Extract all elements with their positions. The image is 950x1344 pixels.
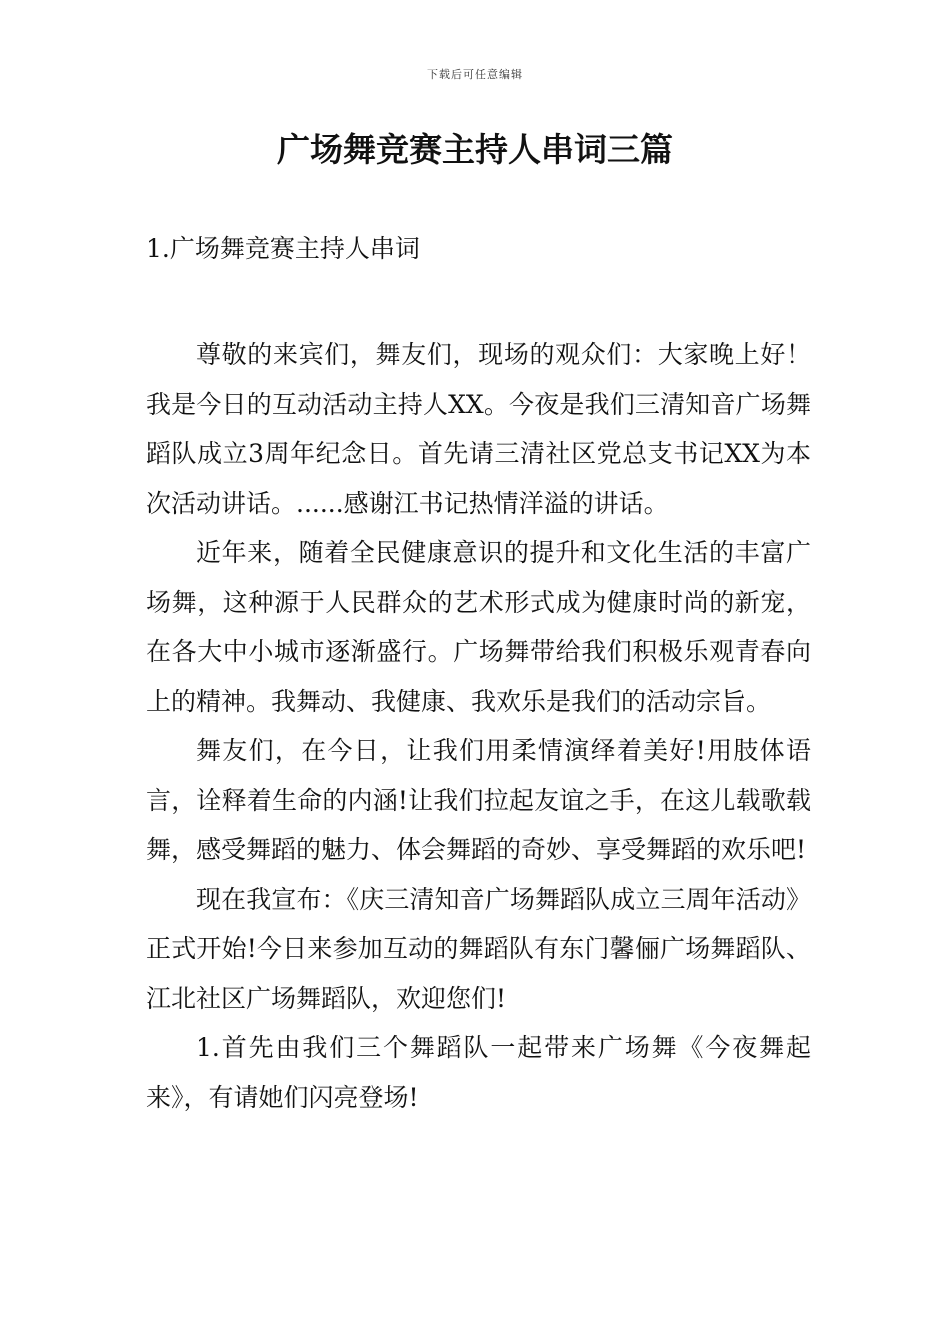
paragraph: 近年来，随着全民健康意识的提升和文化生活的丰富广场舞，这种源于人民群众的艺术形式成为健康时尚的新宠，在各大中小城市逐渐盛行。广场舞带给我们积极乐观青春向上的精神。我舞动、我健康、我欢乐是我们的活动宗旨。 xyxy=(146,538,811,716)
paragraph: 舞友们，在今日，让我们用柔情演绎着美好!用肢体语言，诠释着生命的内涵!让我们拉起友谊之手，在这儿载歌载舞，感受舞蹈的魅力、体会舞蹈的奇妙、享受舞蹈的欢乐吧! xyxy=(146,736,811,864)
paragraph: 现在我宣布：《庆三清知音广场舞蹈队成立三周年活动》正式开始!今日来参加互动的舞蹈队有东门馨俪广场舞蹈队、江北社区广场舞蹈队，欢迎您们! xyxy=(146,884,811,1013)
section-heading: 1.广场舞竞赛主持人串词 xyxy=(146,234,420,263)
header-note: 下载后可任意编辑 xyxy=(427,68,523,81)
paragraph: 尊敬的来宾们，舞友们，现场的观众们：大家晚上好！我是今日的互动活动主持人XX。今夜是我们三清知音广场舞蹈队成立3周年纪念日。首先请三清社区党总支书记XX为本次活动讲话。......感谢江书记热情洋溢的讲话。 xyxy=(146,340,811,518)
document-title: 广场舞竞赛主持人串词三篇 xyxy=(277,130,673,169)
paragraph: 1.首先由我们三个舞蹈队一起带来广场舞《今夜舞起来》，有请她们闪亮登场! xyxy=(146,1033,811,1112)
body-text xyxy=(146,330,811,1122)
